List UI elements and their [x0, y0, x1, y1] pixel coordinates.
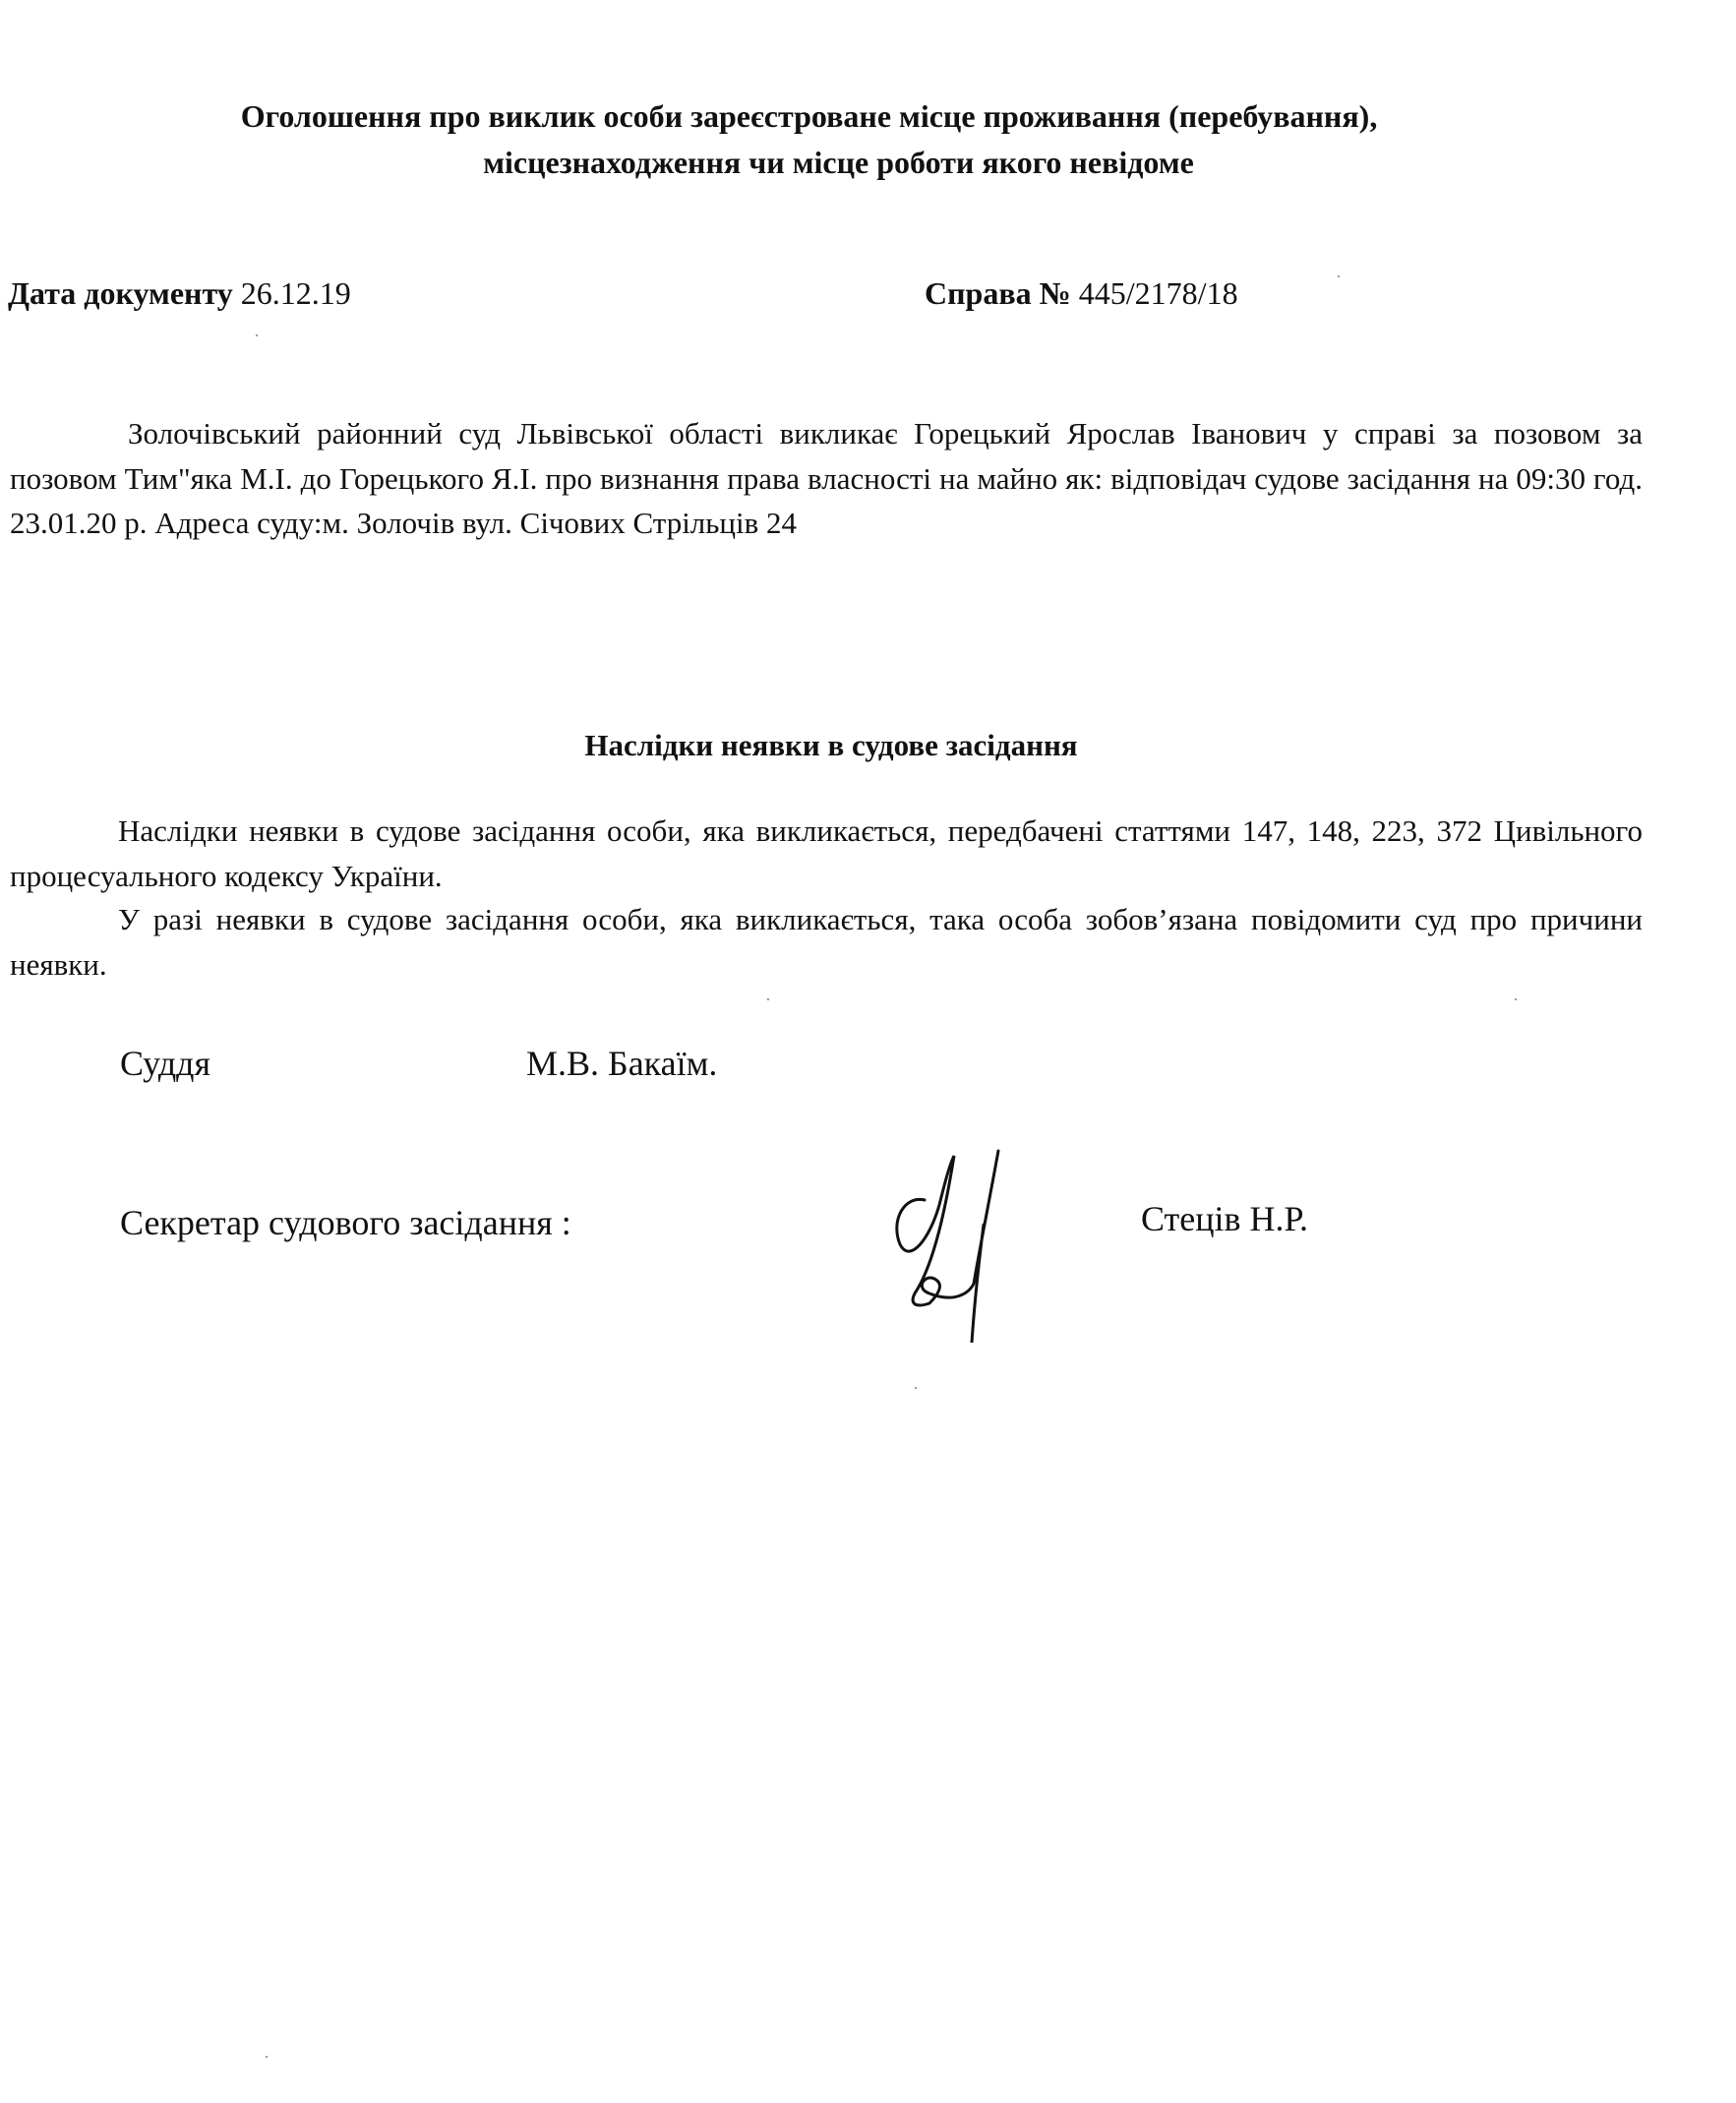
document-date [8, 275, 351, 312]
document-title-line1: Оголошення про виклик особи зареєстроване місце проживання (перебування), [240, 98, 1378, 134]
secretary-name: Стецiв Н.Р. [1141, 1199, 1309, 1238]
document-title-line2: місцезнаходження чи місце роботи якого невідоме [483, 145, 1194, 180]
case-number [925, 275, 1238, 312]
summons-paragraph: Золочівський районний суд Львівської області викликає Горецький Ярослав Іванович у справі за позовом за позовом Тим"яка М.І. до Горецького Я.І. про визнання права власності на майно як: відповідач судове засідання на 09:30 год. 23.01.20 р. Адреса суду:м. Золочів вул. Січових Стрільців 24 [10, 416, 1643, 540]
handwritten-signature [885, 1146, 1023, 1343]
date-label: Дата документу [8, 275, 233, 311]
date-value: 26.12.19 [240, 275, 351, 311]
consequences-paragraph-1: Наслідки неявки в судове засідання особи, яка викликається, передбачені статтями 147, 148, 223, 372 Цивільного процесуального кодексу України. [10, 813, 1643, 893]
consequences-paragraph-2: У разі неявки в судове засідання особи, яка викликається, така особа зобов’язана повідомити суд про причини неявки. [10, 902, 1643, 982]
case-label: Справа № [925, 275, 1071, 311]
case-value: 445/2178/18 [1078, 275, 1238, 311]
judge-name: М.В. Бакаїм. [526, 1044, 718, 1083]
consequences-heading: Наслідки неявки в судове засідання [584, 728, 1078, 762]
judge-label: Суддя [120, 1044, 211, 1083]
secretary-label: Секретар судового засідання : [120, 1203, 571, 1242]
